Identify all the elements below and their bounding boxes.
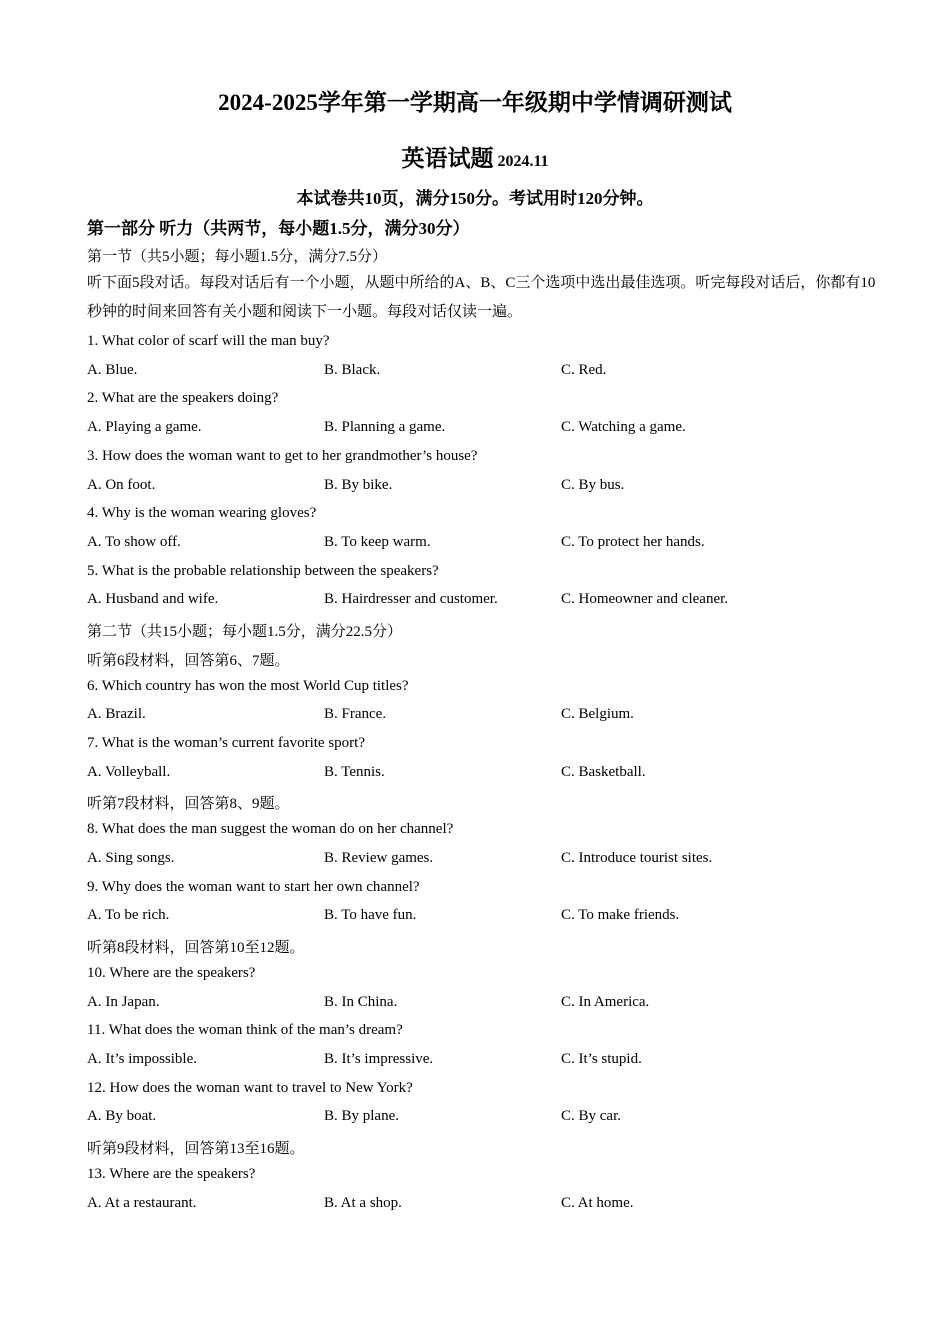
question-text: 3. How does the woman want to get to her grandmother’s house? [87, 448, 478, 464]
option-b: B. By plane. [324, 1108, 399, 1124]
question-text: 13. Where are the speakers? [87, 1166, 256, 1182]
section1-heading: 第一节（共5小题；每小题1.5分，满分7.5分） [87, 249, 388, 265]
question-text: 4. Why is the woman wearing gloves? [87, 505, 317, 521]
option-a: A. To be rich. [87, 907, 170, 923]
option-c: C. Belgium. [561, 706, 634, 722]
option-b: B. Planning a game. [324, 419, 446, 435]
option-a: A. Blue. [87, 362, 138, 378]
option-c: C. To protect her hands. [561, 534, 705, 550]
question-text: 12. How does the woman want to travel to New York? [87, 1080, 413, 1096]
option-b: B. Tennis. [324, 764, 385, 780]
option-c: C. By car. [561, 1108, 621, 1124]
material-instruction: 听第7段材料，回答第8、9题。 [87, 796, 290, 812]
option-a: A. To show off. [87, 534, 181, 550]
question-text: 11. What does the woman think of the man’s dream? [87, 1022, 403, 1038]
option-b: B. In China. [324, 994, 398, 1010]
option-a: A. By boat. [87, 1108, 157, 1124]
option-b: B. By bike. [324, 477, 393, 493]
option-a: A. Brazil. [87, 706, 146, 722]
option-b: B. To have fun. [324, 907, 417, 923]
option-a: A. In Japan. [87, 994, 160, 1010]
option-a: A. Playing a game. [87, 419, 202, 435]
option-c: C. It’s stupid. [561, 1051, 642, 1067]
exam-date: 2024.11 [497, 153, 549, 170]
part1-heading: 第一部分 听力（共两节，每小题1.5分，满分30分） [87, 219, 470, 238]
question-text: 6. Which country has won the most World Cup titles? [87, 678, 409, 694]
option-b: B. To keep warm. [324, 534, 431, 550]
option-a: A. Husband and wife. [87, 591, 219, 607]
question-text: 9. Why does the woman want to start her own channel? [87, 879, 420, 895]
option-b: B. Black. [324, 362, 381, 378]
section2-heading: 第二节（共15小题；每小题1.5分，满分22.5分） [87, 624, 403, 640]
subject-title: 英语试题 [401, 146, 494, 171]
question-text: 2. What are the speakers doing? [87, 390, 279, 406]
exam-subtitle [0, 140, 950, 173]
option-c: C. Basketball. [561, 764, 646, 780]
option-c: C. Homeowner and cleaner. [561, 591, 729, 607]
option-a: A. On foot. [87, 477, 156, 493]
section1-instruction: 听下面5段对话。每段对话后有一个小题，从题中所给的A、B、C三个选项中选出最佳选项。听完每段对话后，你都有10秒钟的时间来回答有关小题和阅读下一小题。每段对话仅读一遍。 [87, 275, 876, 320]
question-text: 10. Where are the speakers? [87, 965, 256, 981]
option-b: B. France. [324, 706, 387, 722]
option-a: A. At a restaurant. [87, 1195, 197, 1211]
option-a: A. Sing songs. [87, 850, 175, 866]
option-c: C. In America. [561, 994, 650, 1010]
option-c: C. Introduce tourist sites. [561, 850, 713, 866]
option-a: A. Volleyball. [87, 764, 171, 780]
material-instruction: 听第9段材料，回答第13至16题。 [87, 1141, 305, 1157]
question-text: 7. What is the woman’s current favorite sport? [87, 735, 365, 751]
option-c: C. Watching a game. [561, 419, 686, 435]
option-b: B. Hairdresser and customer. [324, 591, 498, 607]
option-c: C. At home. [561, 1195, 634, 1211]
question-text: 5. What is the probable relationship between the speakers? [87, 563, 439, 579]
material-instruction: 听第8段材料，回答第10至12题。 [87, 940, 305, 956]
option-a: A. It’s impossible. [87, 1051, 198, 1067]
question-text: 1. What color of scarf will the man buy? [87, 333, 330, 349]
option-b: B. It’s impressive. [324, 1051, 434, 1067]
option-c: C. Red. [561, 362, 607, 378]
question-text: 8. What does the man suggest the woman do on her channel? [87, 821, 454, 837]
option-b: B. Review games. [324, 850, 434, 866]
option-c: C. To make friends. [561, 907, 680, 923]
exam-title: 2024-2025学年第一学期高一年级期中学情调研测试 [218, 90, 732, 115]
option-b: B. At a shop. [324, 1195, 402, 1211]
exam-note: 本试卷共10页，满分150分。考试用时120分钟。 [296, 189, 654, 208]
option-c: C. By bus. [561, 477, 625, 493]
material-instruction: 听第6段材料，回答第6、7题。 [87, 653, 290, 669]
